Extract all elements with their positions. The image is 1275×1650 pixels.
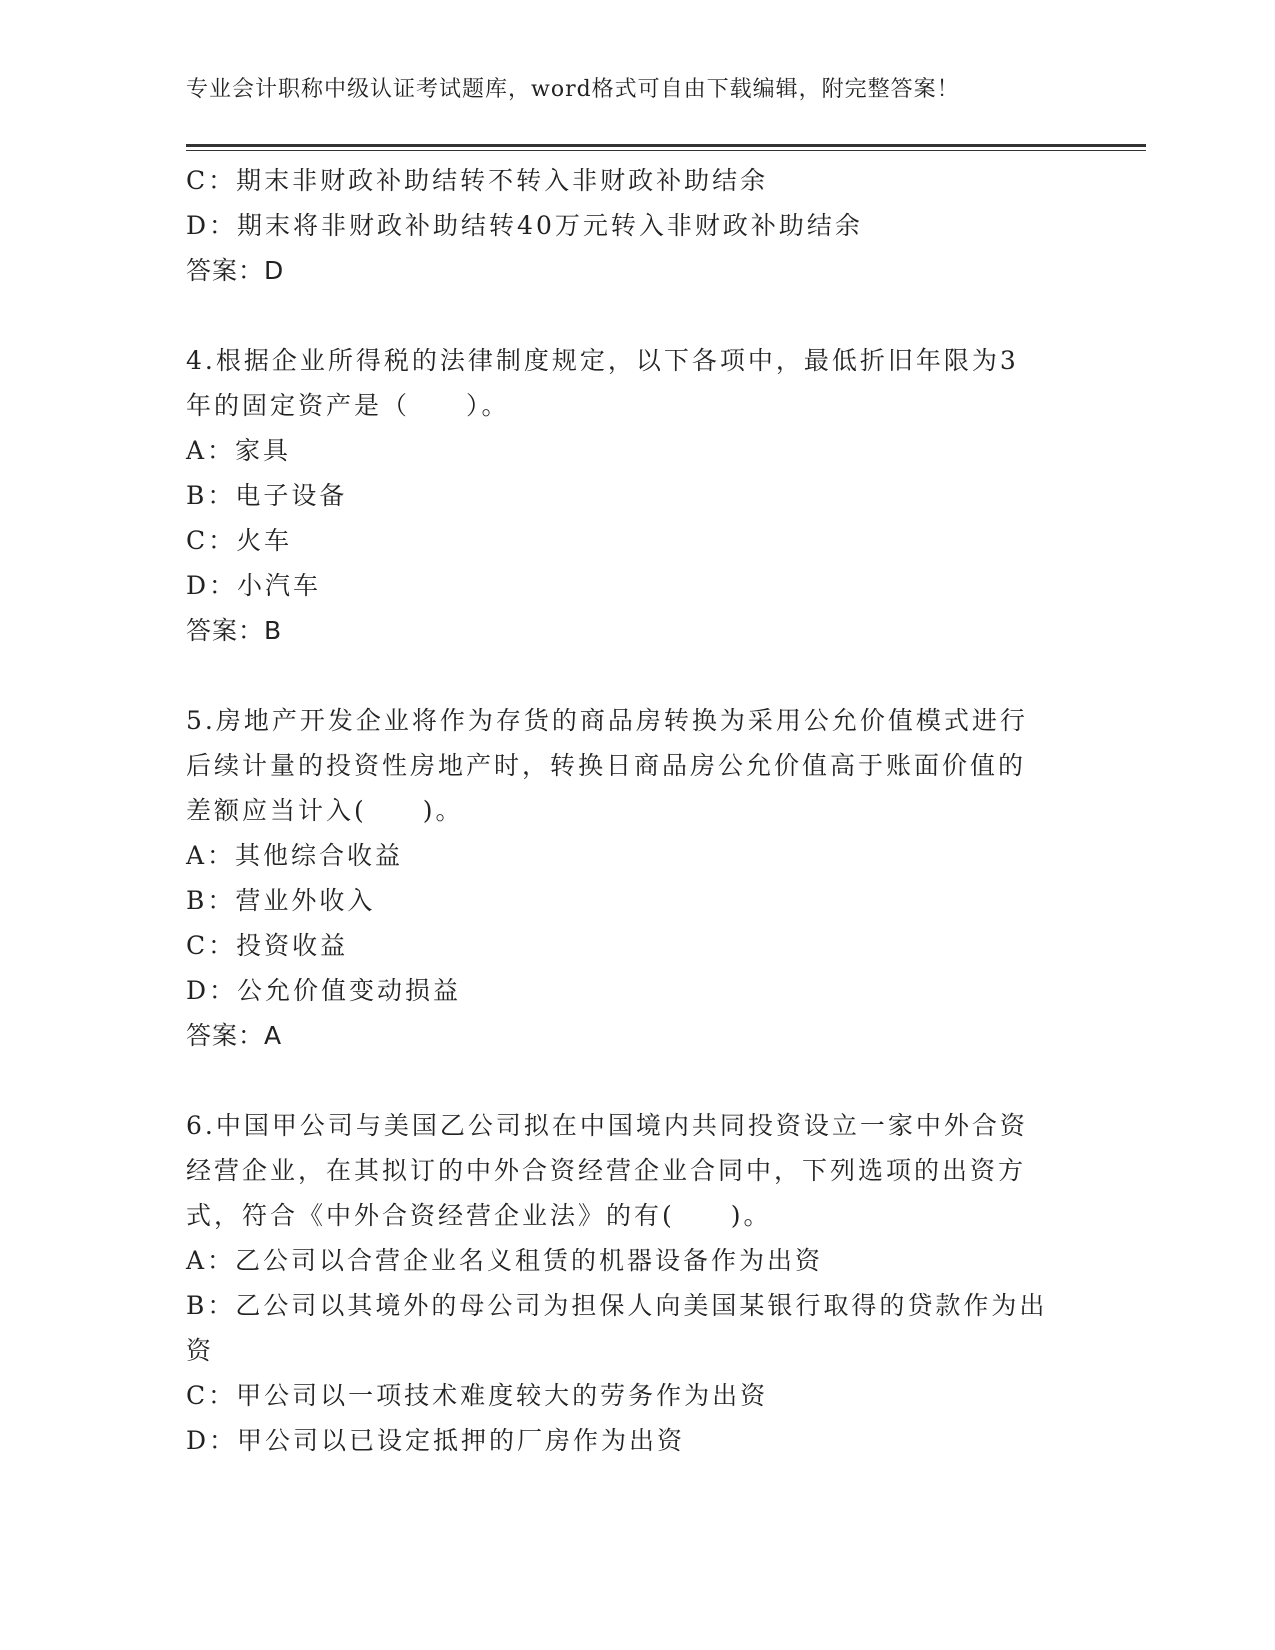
q6-option-b-line-2: 资: [186, 1336, 215, 1365]
q6-stem-line-2: 经营企业，在其拟订的中外合资经营企业合同中，下列选项的出资方: [186, 1156, 1027, 1185]
q3-option-d: D：期末将非财政补助结转40万元转入非财政补助结余: [186, 211, 863, 240]
q6-stem-line-1: 6.中国甲公司与美国乙公司拟在中国境内共同投资设立一家中外合资: [186, 1111, 1028, 1140]
spacer: [186, 653, 1066, 698]
q5-stem-line-2: 后续计量的投资性房地产时，转换日商品房公允价值高于账面价值的: [186, 751, 1027, 780]
q5-option-c: C：投资收益: [186, 931, 349, 960]
q4-option-c: C：火车: [186, 526, 293, 555]
spacer: [186, 293, 1066, 338]
document-body: [186, 158, 1066, 1463]
q3-option-c: C：期末非财政补助结转不转入非财政补助结余: [186, 166, 769, 195]
header-rule-thick: [186, 144, 1146, 147]
question-6: [186, 1103, 1066, 1463]
q5-stem-line-3: 差额应当计入( )。: [186, 796, 464, 825]
q5-stem-line-1: 5.房地产开发企业将作为存货的商品房转换为采用公允价值模式进行: [186, 706, 1028, 735]
q4-stem-line-1: 4.根据企业所得税的法律制度规定，以下各项中，最低折旧年限为3: [186, 346, 1019, 375]
q3-answer: 答案：D: [186, 256, 285, 285]
q4-option-a: A：家具: [186, 436, 292, 465]
header-rule-thin: [186, 150, 1146, 151]
page-header: 专业会计职称中级认证考试题库，word格式可自由下载编辑，附完整答案！: [186, 77, 960, 102]
question-5: [186, 698, 1066, 1058]
spacer: [186, 1058, 1066, 1103]
question-3: [186, 158, 1066, 293]
q6-option-b-line-1: B：乙公司以其境外的母公司为担保人向美国某银行取得的贷款作为出: [186, 1291, 1048, 1320]
q5-option-d: D：公允价值变动损益: [186, 976, 462, 1005]
q5-answer: 答案：A: [186, 1021, 283, 1050]
q4-stem-line-2: 年的固定资产是（ ）。: [186, 391, 510, 420]
q6-option-a: A：乙公司以合营企业名义租赁的机器设备作为出资: [186, 1246, 824, 1275]
q4-answer: 答案：B: [186, 616, 283, 645]
q5-option-b: B：营业外收入: [186, 886, 376, 915]
q5-option-a: A：其他综合收益: [186, 841, 404, 870]
question-4: [186, 338, 1066, 653]
q6-option-d: D：甲公司以已设定抵押的厂房作为出资: [186, 1426, 686, 1455]
q4-option-b: B：电子设备: [186, 481, 348, 510]
q6-stem-line-3: 式，符合《中外合资经营企业法》的有( )。: [186, 1201, 772, 1230]
q4-option-d: D：小汽车: [186, 571, 322, 600]
q6-option-c: C：甲公司以一项技术难度较大的劳务作为出资: [186, 1381, 769, 1410]
